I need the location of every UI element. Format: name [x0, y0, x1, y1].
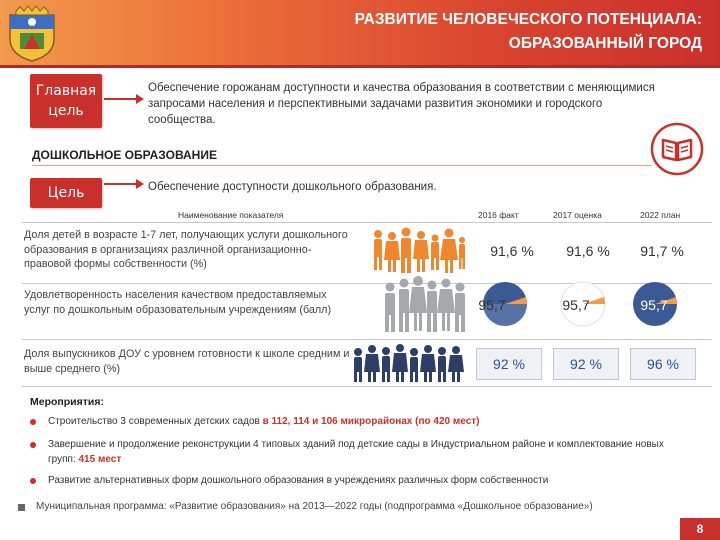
row2-value-2022: 95,7 — [640, 297, 668, 313]
bullet-icon — [30, 478, 36, 484]
row-label-satisfaction: Удовлетворенность населения качеством предоставляемых услуг по дошкольным образовательным учреждениям (балл) — [24, 289, 332, 316]
main-goal-pointer — [104, 98, 142, 100]
header-title — [355, 8, 702, 56]
section-divider — [32, 165, 652, 166]
children-silhouettes-icon — [368, 226, 468, 276]
row2-value-2017: 95,7 — [562, 297, 590, 313]
column-header-indicator: Наименование показателя — [178, 210, 284, 220]
row1-value-2016: 91,6 % — [490, 243, 534, 259]
events-title: Мероприятия: — [30, 396, 104, 408]
graduates-silhouettes-icon — [350, 340, 465, 384]
column-header-2017: 2017 оценка — [553, 210, 602, 220]
coat-of-arms-icon — [6, 5, 58, 63]
main-goal-badge-line1: Главная — [35, 83, 97, 99]
row2-value-2016: 95,7 — [478, 297, 506, 313]
column-header-2022: 2022 план — [640, 210, 681, 220]
row3-value-2022: 96 % — [630, 348, 696, 380]
goal-badge: Цель — [30, 178, 102, 208]
row1-value-2022: 91,7 % — [640, 243, 684, 259]
row3-divider — [22, 386, 712, 387]
event-item-2 — [48, 437, 668, 467]
bullet-icon — [30, 419, 36, 425]
row-label-children-share: Доля детей в возрасте 1-7 лет, получающих услуги дошкольного образования в организациях различной организационно-правовой формы собственности (%) — [24, 229, 348, 270]
header-banner — [0, 0, 720, 68]
event-item-1-text: Строительство 3 современных детских садов — [48, 416, 263, 427]
row3-value-2016: 92 % — [476, 348, 542, 380]
event-item-1-highlight: в 112, 114 и 106 микрорайонах (по 420 мест) — [262, 416, 480, 427]
header-divider — [22, 222, 712, 223]
event-item-1 — [48, 414, 668, 429]
event-item-3: Развитие альтернативных форм дошкольного образования в учреждениях различных форм собственности — [48, 475, 549, 486]
row3-value-2017: 92 % — [553, 348, 619, 380]
main-goal-badge — [30, 74, 102, 128]
row1-value-2017: 91,6 % — [566, 243, 610, 259]
header-title-line2: ОБРАЗОВАННЫЙ ГОРОД — [508, 35, 702, 52]
main-goal-badge-line2: цель — [48, 103, 84, 119]
main-goal-text: Обеспечение горожанам доступности и качества образования в соответствии с меняющимися запросами населения и перспективными задачами развития экономики и городского сообщества. — [148, 82, 655, 126]
event-item-2-highlight: 415 мест — [78, 454, 122, 465]
program-note: Муниципальная программа: «Развитие образования» на 2013—2022 годы (подпрограмма «Дошкольное образование») — [36, 501, 593, 512]
section-title: ДОШКОЛЬНОЕ ОБРАЗОВАНИЕ — [32, 148, 217, 162]
page-number: 8 — [680, 518, 720, 540]
row-label-graduates: Доля выпускников ДОУ с уровнем готовности к школе средним и выше среднего (%) — [24, 348, 350, 375]
column-header-2016: 2016 факт — [478, 210, 519, 220]
goal-text: Обеспечение доступности дошкольного образования. — [148, 181, 437, 193]
book-icon — [650, 122, 704, 176]
program-bullet-icon — [18, 504, 25, 511]
event-item-2-text: Завершение и продолжение реконструкции 4 типовых зданий под детские сады в Индустриальном районе и комплектование новых групп: — [48, 439, 664, 465]
goal-pointer — [104, 183, 142, 185]
bullet-icon — [30, 442, 36, 448]
header-title-line1: РАЗВИТИЕ ЧЕЛОВЕЧЕСКОГО ПОТЕНЦИАЛА: — [354, 11, 702, 28]
